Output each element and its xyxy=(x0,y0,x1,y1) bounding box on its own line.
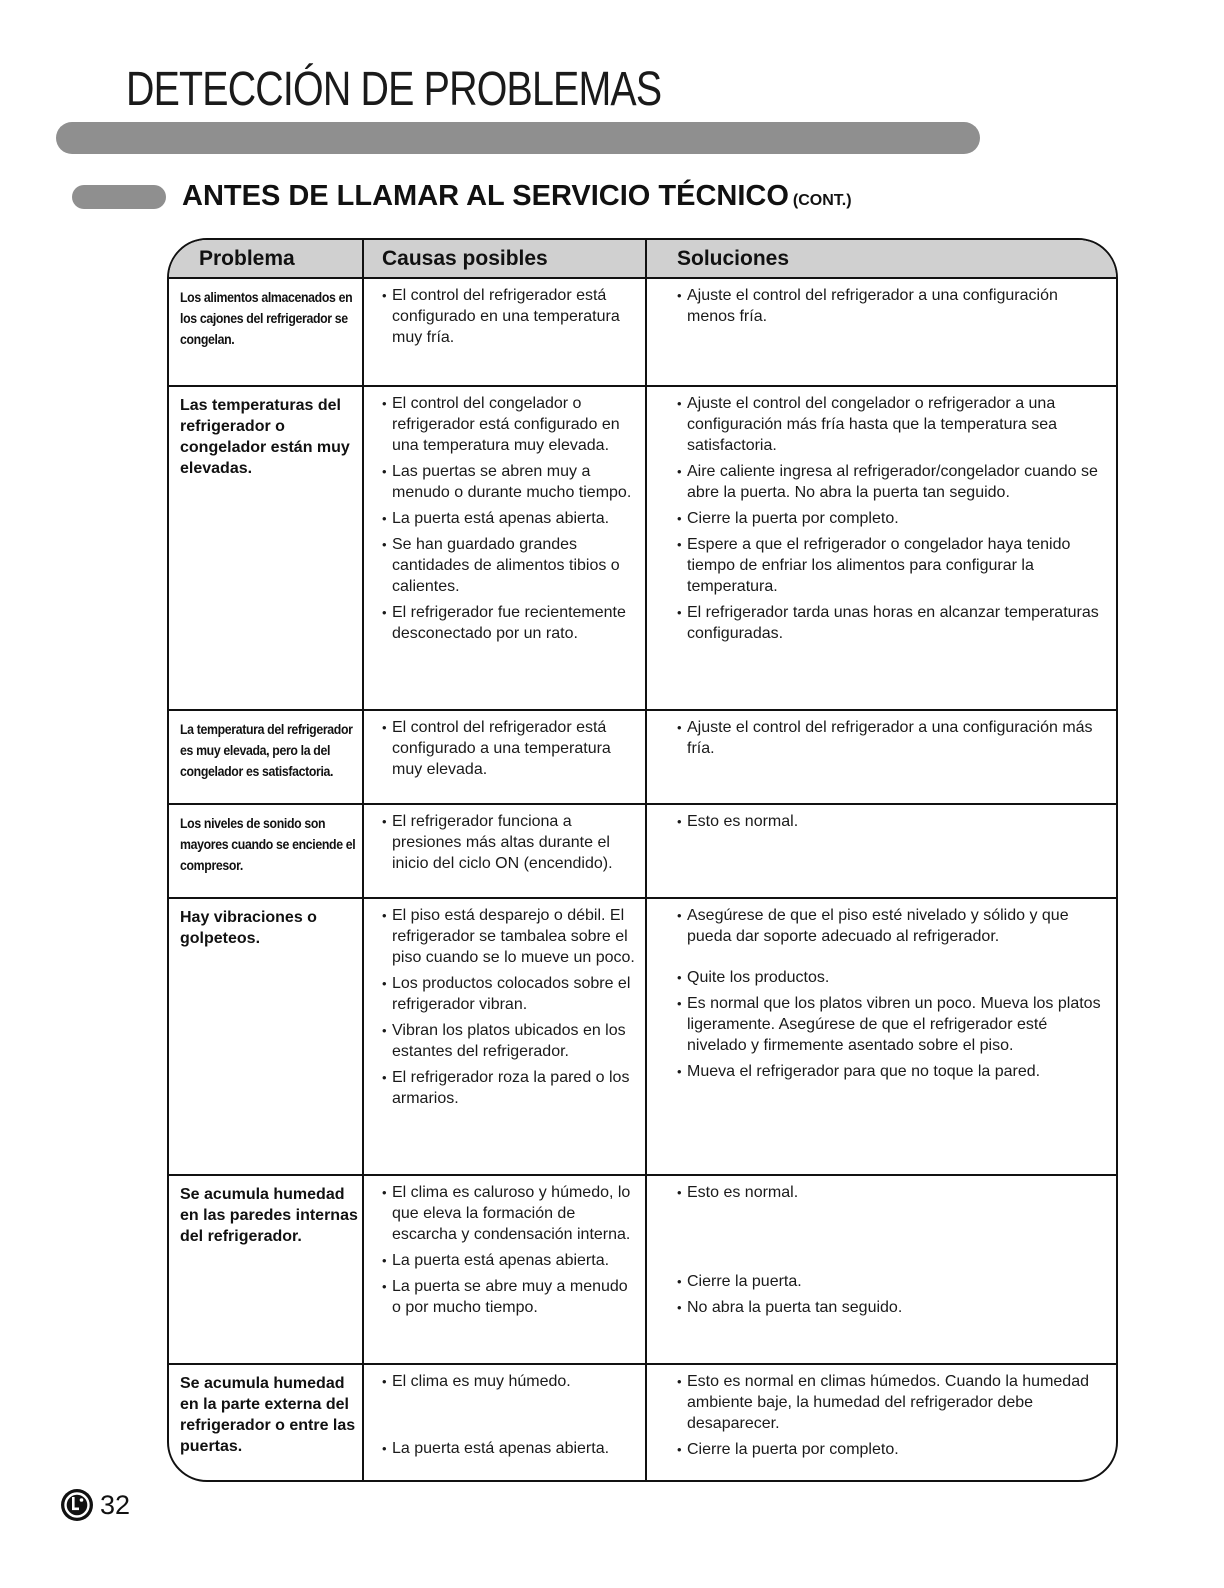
solution-item: • El refrigerador tarda unas horas en alcanzar temperaturas configuradas. xyxy=(677,602,1108,644)
cause-item: • El refrigerador fue recientemente desconectado por un rato. xyxy=(382,602,639,644)
solution-item: • Es normal que los platos vibren un poco. Mueva los platos ligeramente. Asegúrese de que el refrigerador esté nivelado y firmemente asentado sobre el piso. xyxy=(677,993,1108,1056)
solution-item: • Asegúrese de que el piso esté nivelado y sólido y que pueda dar soporte adecuado al refrigerador. xyxy=(677,905,1108,947)
table-body xyxy=(169,279,1116,1482)
cause-item: • El control del refrigerador está configurado a una temperatura muy elevada. xyxy=(382,717,639,780)
table-row xyxy=(169,387,1116,711)
table-row xyxy=(169,1365,1116,1482)
solution-item: • Esto es normal. xyxy=(677,1182,1108,1203)
section-pill xyxy=(72,185,166,209)
table-row xyxy=(169,899,1116,1176)
solutions-cell xyxy=(647,1365,1116,1482)
cause-item: • El refrigerador roza la pared o los armarios. xyxy=(382,1067,639,1109)
section-title xyxy=(182,180,852,213)
solution-item: • Esto es normal. xyxy=(677,811,1108,832)
table-row xyxy=(169,279,1116,387)
solutions-cell xyxy=(647,711,1116,803)
solution-item: • Quite los productos. xyxy=(677,967,1108,988)
causes-cell xyxy=(364,387,647,709)
problem-text: La temperatura del refrigerador es muy elevada, pero la del congelador es satisfactoria. xyxy=(180,721,353,779)
causes-cell xyxy=(364,805,647,897)
problem-cell xyxy=(169,279,364,385)
problem-cell xyxy=(169,1365,364,1482)
cause-item: • El refrigerador funciona a presiones más altas durante el inicio del ciclo ON (encendido). xyxy=(382,811,639,874)
cause-item: • Vibran los platos ubicados en los estantes del refrigerador. xyxy=(382,1020,639,1062)
solution-item: • Aire caliente ingresa al refrigerador/congelador cuando se abre la puerta. No abra la puerta tan seguido. xyxy=(677,461,1108,503)
cause-item: • Los productos colocados sobre el refrigerador vibran. xyxy=(382,973,639,1015)
header-problem: Problema xyxy=(169,240,364,277)
table-header xyxy=(169,240,1116,279)
cause-item: • La puerta se abre muy a menudo o por mucho tiempo. xyxy=(382,1276,639,1318)
header-causes: Causas posibles xyxy=(364,240,647,277)
table-row xyxy=(169,711,1116,805)
cause-item: • Se han guardado grandes cantidades de alimentos tibios o calientes. xyxy=(382,534,639,597)
solutions-cell xyxy=(647,279,1116,385)
problem-text: Los alimentos almacenados en los cajones del refrigerador se congelan. xyxy=(180,289,353,347)
solution-item: • No abra la puerta tan seguido. xyxy=(677,1297,1108,1318)
causes-cell xyxy=(364,279,647,385)
section-title-text: ANTES DE LLAMAR AL SERVICIO TÉCNICO xyxy=(182,180,789,212)
causes-cell xyxy=(364,1176,647,1363)
cause-item: • El clima es muy húmedo. xyxy=(382,1371,639,1392)
problem-text: Hay vibraciones o golpeteos. xyxy=(180,909,317,947)
solutions-cell xyxy=(647,387,1116,709)
section-title-suffix: (CONT.) xyxy=(792,192,852,209)
problem-text: Se acumula humedad en las paredes internas del refrigerador. xyxy=(180,1186,358,1245)
cause-item: • El clima es caluroso y húmedo, lo que eleva la formación de escarcha y condensación interna. xyxy=(382,1182,639,1245)
problem-cell xyxy=(169,805,364,897)
cause-item: • La puerta está apenas abierta. xyxy=(382,1250,639,1271)
causes-cell xyxy=(364,711,647,803)
solution-item: • Ajuste el control del refrigerador a una configuración más fría. xyxy=(677,717,1108,759)
solution-item: • Esto es normal en climas húmedos. Cuando la humedad ambiente baje, la humedad del refrigerador debe desaparecer. xyxy=(677,1371,1108,1434)
solutions-cell xyxy=(647,1176,1116,1363)
solutions-cell xyxy=(647,805,1116,897)
table-row xyxy=(169,1176,1116,1365)
problem-cell xyxy=(169,711,364,803)
causes-cell xyxy=(364,1365,647,1482)
title-bar xyxy=(56,122,980,154)
page-number: 32 xyxy=(100,1490,131,1520)
troubleshooting-table xyxy=(167,238,1118,1482)
solution-item: • Ajuste el control del congelador o refrigerador a una configuración más fría hasta que la temperatura sea satisfactoria. xyxy=(677,393,1108,456)
solution-item: • Cierre la puerta por completo. xyxy=(677,508,1108,529)
solution-item: • Cierre la puerta por completo. xyxy=(677,1439,1108,1460)
solution-item: • Cierre la puerta. xyxy=(677,1271,1108,1292)
cause-item: • La puerta está apenas abierta. xyxy=(382,1438,639,1459)
problem-text: Las temperaturas del refrigerador o congelador están muy elevadas. xyxy=(180,397,350,477)
problem-text: Se acumula humedad en la parte externa del refrigerador o entre las puertas. xyxy=(180,1375,356,1455)
cause-item: • La puerta está apenas abierta. xyxy=(382,508,639,529)
problem-text: Los niveles de sonido son mayores cuando se enciende el compresor. xyxy=(180,815,356,873)
table-row xyxy=(169,805,1116,899)
problem-cell xyxy=(169,1176,364,1363)
cause-item: • El control del refrigerador está configurado en una temperatura muy fría. xyxy=(382,285,639,348)
lg-logo-icon xyxy=(60,1488,94,1522)
header-solutions: Soluciones xyxy=(677,247,790,270)
solution-item: • Mueva el refrigerador para que no toque la pared. xyxy=(677,1061,1108,1082)
solutions-cell xyxy=(647,899,1116,1174)
solution-item: • Espere a que el refrigerador o congelador haya tenido tiempo de enfriar los alimentos para configurar la temperatura. xyxy=(677,534,1108,597)
cause-item: • El control del congelador o refrigerador está configurado en una temperatura muy elevada. xyxy=(382,393,639,456)
cause-item: • El piso está desparejo o débil. El refrigerador se tambalea sobre el piso cuando se lo mueve un poco. xyxy=(382,905,639,968)
problem-cell xyxy=(169,387,364,709)
solution-item: • Ajuste el control del refrigerador a una configuración menos fría. xyxy=(677,285,1108,327)
causes-cell xyxy=(364,899,647,1174)
problem-cell xyxy=(169,899,364,1174)
cause-item: • Las puertas se abren muy a menudo o durante mucho tiempo. xyxy=(382,461,639,503)
page-title: DETECCIÓN DE PROBLEMAS xyxy=(126,63,662,116)
